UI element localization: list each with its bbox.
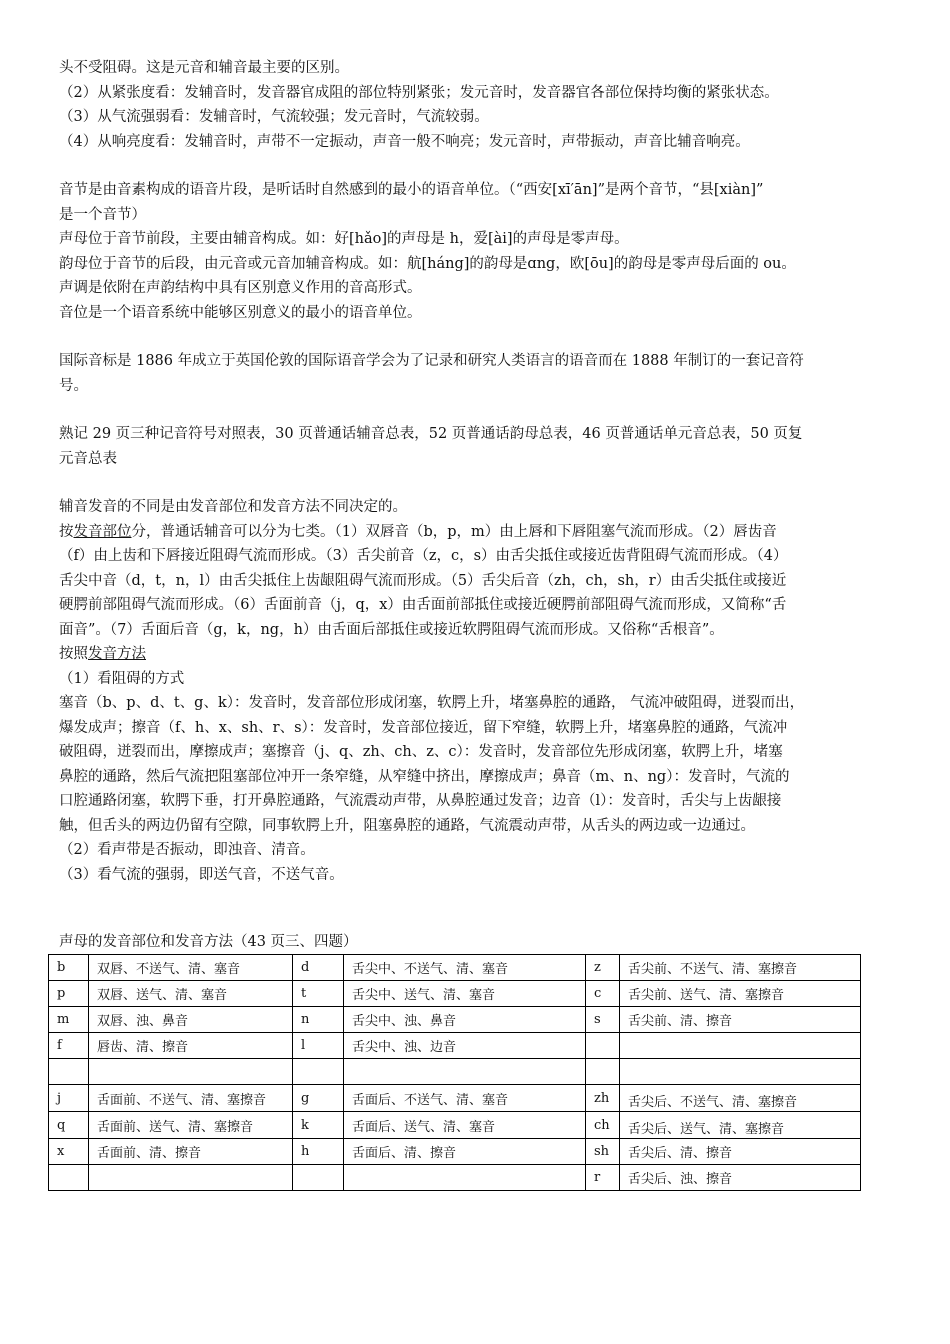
description-cell	[344, 1059, 586, 1085]
table-row	[49, 981, 861, 1007]
final-definition: 韵母位于音节的后段，由元音或元音加辅音构成。如：航[háng]的韵母是ɑng，欧[ōu]的韵母是零声母后面的 ou。	[59, 255, 796, 272]
description-cell: 舌尖中、浊、边音	[344, 1033, 586, 1059]
consonant-line-4: 舌尖中音（d，t，n，l）由舌尖抵住上齿龈阻碍气流而形成。（5）舌尖后音（zh，ch，sh，r）由舌尖抵住或接近	[59, 572, 787, 589]
place-of-articulation-term: 发音部位	[73, 523, 132, 540]
initial-cell: r	[586, 1165, 620, 1191]
manner-of-articulation-term: 发音方法	[88, 646, 146, 662]
table-row	[49, 1112, 861, 1139]
consonant-line-1: 辅音发音的不同是由发音部位和发音方法不同决定的。	[59, 499, 407, 515]
table-row	[49, 1085, 861, 1112]
initial-cell: zh	[586, 1085, 620, 1112]
table-row	[49, 1139, 861, 1165]
consonant-line-8: （1）看阻碍的方式	[59, 670, 185, 687]
initial-cell	[293, 1059, 344, 1085]
table-row	[49, 955, 861, 981]
consonant-line-7	[59, 642, 897, 667]
initial-cell: ch	[586, 1112, 620, 1139]
description-cell: 舌尖后、浊、擦音	[620, 1165, 861, 1191]
initial-cell: m	[49, 1007, 89, 1033]
initial-cell: d	[293, 955, 344, 981]
description-cell	[89, 1059, 293, 1085]
initial-cell	[586, 1033, 620, 1059]
memorize-line-2: 元音总表	[59, 450, 117, 467]
tone-definition: 声调是依附在声韵结构中具有区别意义作用的音高形式。	[59, 280, 422, 296]
text: 按照	[59, 646, 88, 662]
phoneme-definition: 音位是一个语音系统中能够区别意义的最小的语音单位。	[59, 304, 422, 321]
consonant-line-5: 硬腭前部阻碍气流而形成。（6）舌面前音（j，q，x）由舌面前部抵住或接近硬腭前部阻碍气流而形成，又简称“舌	[59, 597, 787, 613]
initial-cell: s	[586, 1007, 620, 1033]
initial-cell: n	[293, 1007, 344, 1033]
description-cell	[344, 1165, 586, 1191]
initial-cell: f	[49, 1033, 89, 1059]
consonant-line-15: （2）看声带是否振动，即浊音、清音。	[59, 842, 315, 858]
intro-line-1: 头不受阻碍。这是元音和辅音最主要的区别。	[59, 60, 349, 76]
consonant-line-2	[59, 520, 897, 545]
intro-line-3: （3）从气流强弱看：发辅音时，气流较强；发元音时，气流较弱。	[59, 109, 489, 125]
initial-cell	[586, 1059, 620, 1085]
consonant-line-6: 面音”。（7）舌面后音（g，k，ng，h）由舌面后部抵住或接近软腭阻碍气流而形成。又俗称“舌根音”。	[59, 621, 724, 638]
description-cell	[620, 1033, 861, 1059]
description-cell: 舌面后、不送气、清、塞音	[344, 1085, 586, 1112]
syllable-line-1: 音节是由音素构成的语音片段，是听话时自然感到的最小的语音单位。（“西安[xī′ān]”是两个音节，“县[xiàn]”	[59, 182, 764, 198]
syllable-line-2: 是一个音节）	[59, 206, 146, 223]
description-cell: 双唇、送气、清、塞音	[89, 981, 293, 1007]
description-cell: 双唇、不送气、清、塞音	[89, 955, 293, 981]
description-cell: 舌尖中、送气、清、塞音	[344, 981, 586, 1007]
consonant-line-10: 爆发成声；擦音（f、h、x、sh、r、s）：发音时，发音部位接近，留下窄缝，软腭上升，堵塞鼻腔的通路，气流冲	[59, 719, 788, 736]
text: 按	[59, 523, 74, 540]
description-cell: 舌尖后、清、擦音	[620, 1139, 861, 1165]
initial-cell: h	[293, 1139, 344, 1165]
initial-cell: q	[49, 1112, 89, 1139]
table-row	[49, 1033, 861, 1059]
description-cell	[620, 1059, 861, 1085]
initial-cell: c	[586, 981, 620, 1007]
description-cell: 舌面前、不送气、清、塞擦音	[89, 1085, 293, 1112]
consonant-line-9: 塞音（b、p、d、t、g、k）：发音时，发音部位形成闭塞，软腭上升，堵塞鼻腔的通路， 气流冲破阻碍，迸裂而出，	[59, 695, 805, 711]
description-cell: 舌尖后、不送气、清、塞擦音	[620, 1085, 861, 1112]
initial-cell	[49, 1059, 89, 1085]
description-cell	[89, 1165, 293, 1191]
initial-definition: 声母位于音节前段，主要由辅音构成。如：好[hǎo]的声母是 h，爱[ài]的声母是零声母。	[59, 231, 629, 247]
initial-cell: l	[293, 1033, 344, 1059]
ipa-line-2: 号。	[59, 377, 88, 394]
initial-cell: z	[586, 955, 620, 981]
description-cell: 舌面前、清、擦音	[89, 1139, 293, 1165]
description-cell: 舌面后、送气、清、塞音	[344, 1112, 586, 1139]
initial-cell: x	[49, 1139, 89, 1165]
table-caption: 声母的发音部位和发音方法（43 页三、四题）	[59, 934, 358, 950]
initial-cell: g	[293, 1085, 344, 1112]
initial-cell: b	[49, 955, 89, 981]
consonant-line-13: 口腔通路闭塞，软腭下垂，打开鼻腔通路，气流震动声带，从鼻腔通过发音；边音（l）：发音时，舌尖与上齿龈接	[59, 793, 782, 809]
description-cell: 舌尖前、不送气、清、塞擦音	[620, 955, 861, 981]
description-cell: 舌尖中、浊、鼻音	[344, 1007, 586, 1033]
table-row	[49, 1165, 861, 1191]
description-cell: 舌尖前、送气、清、塞擦音	[620, 981, 861, 1007]
consonant-line-11: 破阻碍，迸裂而出，摩擦成声；塞擦音（j、q、zh、ch、z、c）：发音时，发音部位先形成闭塞，软腭上升，堵塞	[59, 744, 783, 760]
initial-cell	[49, 1165, 89, 1191]
initial-cell	[293, 1165, 344, 1191]
initial-cell: k	[293, 1112, 344, 1139]
initials-table	[48, 954, 861, 1191]
intro-line-4: （4）从响亮度看：发辅音时，声带不一定振动，声音一般不响亮；发元音时，声带振动，声音比辅音响亮。	[59, 133, 750, 150]
initial-cell: t	[293, 981, 344, 1007]
description-cell: 唇齿、清、擦音	[89, 1033, 293, 1059]
document-body	[59, 56, 897, 887]
intro-line-2: （2）从紧张度看：发辅音时，发音器官成阻的部位特别紧张；发元音时，发音器官各部位保持均衡的紧张状态。	[59, 84, 779, 101]
description-cell: 舌尖前、清、擦音	[620, 1007, 861, 1033]
consonant-line-3: （f）由上齿和下唇接近阻碍气流而形成。（3）舌尖前音（z，c，s）由舌尖抵住或接近齿背阻碍气流而形成。（4）	[59, 548, 788, 564]
description-cell: 舌面后、清、擦音	[344, 1139, 586, 1165]
memorize-line-1: 熟记 29 页三种记音符号对照表，30 页普通话辅音总表，52 页普通话韵母总表，46 页普通话单元音总表，50 页复	[59, 426, 803, 442]
consonant-line-14: 触，但舌头的两边仍留有空隙，同事软腭上升，阻塞鼻腔的通路，气流震动声带，从舌头的两边或一边通过。	[59, 817, 755, 834]
description-cell: 舌尖后、送气、清、塞擦音	[620, 1112, 861, 1139]
initial-cell: sh	[586, 1139, 620, 1165]
text: 分，普通话辅音可以分为七类。（1）双唇音（b，p，m）由上唇和下唇阻塞气流而形成。（2）唇齿音	[131, 523, 777, 540]
consonant-line-16: （3）看气流的强弱，即送气音，不送气音。	[59, 866, 344, 883]
description-cell: 舌尖中、不送气、清、塞音	[344, 955, 586, 981]
initial-cell: p	[49, 981, 89, 1007]
table-row	[49, 1007, 861, 1033]
description-cell: 双唇、浊、鼻音	[89, 1007, 293, 1033]
consonant-line-12: 鼻腔的通路，然后气流把阻塞部位冲开一条窄缝，从窄缝中挤出，摩擦成声；鼻音（m、n、ng）：发音时，气流的	[59, 768, 790, 785]
ipa-line-1: 国际音标是 1886 年成立于英国伦敦的国际语音学会为了记录和研究人类语言的语音而在 1888 年制订的一套记音符	[59, 353, 804, 369]
initial-cell: j	[49, 1085, 89, 1112]
table-row	[49, 1059, 861, 1085]
description-cell: 舌面前、送气、清、塞擦音	[89, 1112, 293, 1139]
